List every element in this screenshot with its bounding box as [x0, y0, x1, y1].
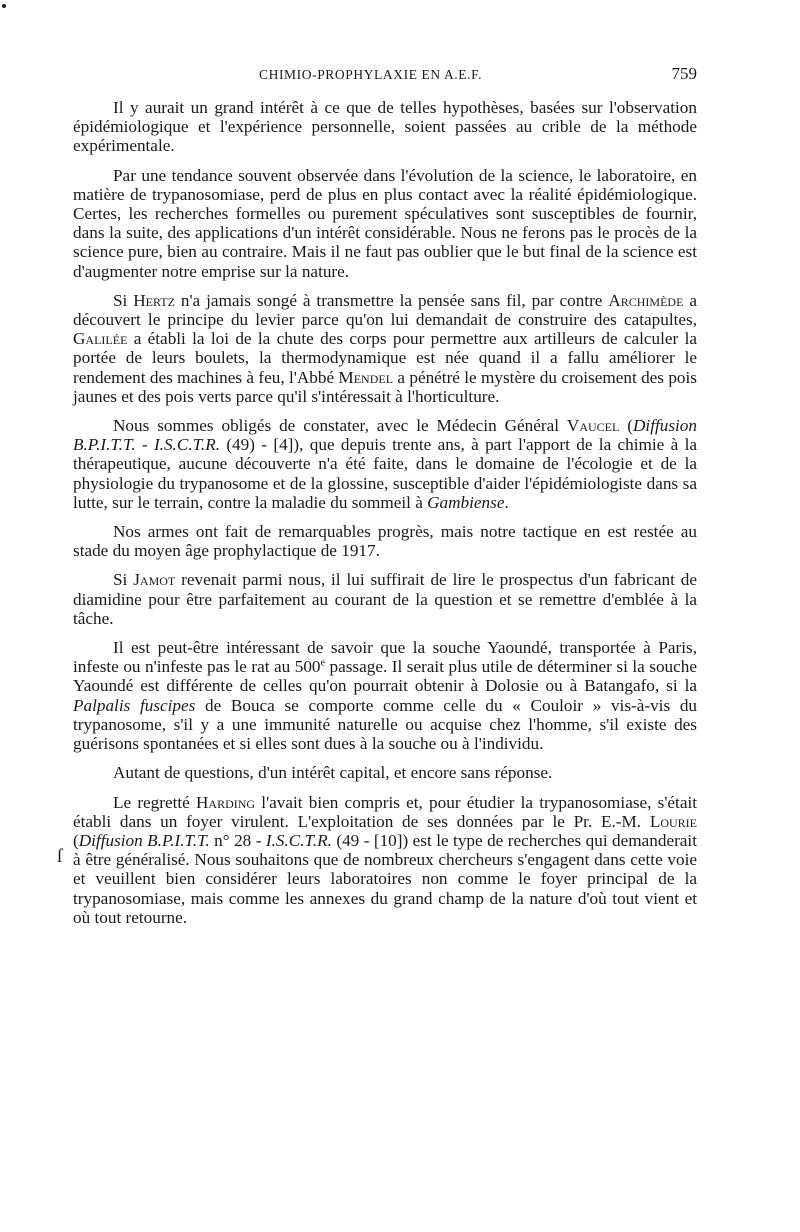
page-header [73, 64, 697, 84]
scan-speck [2, 4, 6, 8]
ordinal-superscript: e [320, 657, 325, 669]
margin-mark: ſ [57, 846, 63, 867]
paragraph-9: Le regretté Harding l'avait bien compris et, pour étudier la trypanosomiase, s'était établi dans un foyer virulent. L'exploitation de ses données par le Pr. E.-M. Lourie (Diffusion B.P.I.T.T. n° 28 - I.S.C.T.R. (49 - [10]) est le type de recherches qui demanderait à être généralisé. Nous souhaitons que de nombreux chercheurs s'engagent dans cette voie et veuillent bien considérer leurs laboratoires non comme le foyer principal de la trypanosomiase, mais comme les annexes du grand champ de la nature d'où tout vient et où tout retourne. [73, 792, 698, 927]
page-number: 759 [671, 64, 697, 83]
name-mendel: Mendel [338, 367, 394, 387]
name-jamot: Jamot [133, 570, 176, 590]
name-archimede: Archimède [608, 290, 684, 310]
running-title: CHIMIO-PROPHYLAXIE EN A.E.F. [259, 67, 483, 82]
paragraph-2: Par une tendance souvent observée dans l'évolution de la science, le laboratoire, en matière de trypanosomiase, perd de plus en plus contact avec la réalité épidémiologique. Certes, les recherches formelles ou purement spéculatives sont susceptibles de fournir, dans la suite, des applications d'un intérêt considérable. Nous ne ferons pas le procès de la science pure, bien au contraire. Mais il ne faut pas oublier que le but final de la science est d'augmenter notre emprise sur la nature. [73, 165, 697, 281]
name-lourie: Lourie [649, 811, 697, 831]
paragraph-5: Nos armes ont fait de remarquables progrès, mais notre tactique en est restée au stade du moyen âge prophylactique de 1917. [73, 522, 697, 561]
name-hertz: Hertz [133, 290, 175, 310]
body-text [73, 98, 697, 937]
name-vaucel: Vaucel [566, 416, 620, 436]
term-palpalis: Palpalis fuscipes [73, 695, 196, 715]
paragraph-4: Nous sommes obligés de constater, avec le Médecin Général Vaucel (Diffusion B.P.I.T.T. - I.S.C.T.R. (49) - [4]), que depuis trente ans, à part l'apport de la chimie à la thérapeutique, aucune découverte n'a été faite, dans le domaine de l'écologie et de la physiologie du trypanosome et de la glossine, susceptible d'aider l'épidémiologiste dans sa lutte, sur le terrain, contre la maladie du sommeil à Gambiense. [73, 416, 697, 512]
name-galilee: Galilée [73, 329, 128, 349]
paragraph-1: Il y aurait un grand intérêt à ce que de telles hypothèses, basées sur l'observation épidémiologique et l'expérience personnelle, soient passées au crible de la méthode expérimentale. [73, 98, 697, 156]
citation-diffusion-2: Diffusion B.P.I.T.T. [78, 830, 210, 850]
paragraph-6: Si Jamot revenait parmi nous, il lui suffirait de lire le prospectus d'un fabricant de diamidine pour être parfaitement au courant de la question et se remettre d'emblée à la tâche. [73, 570, 697, 628]
paragraph-3: Si Hertz n'a jamais songé à transmettre la pensée sans fil, par contre Archimède a découvert le principe du levier parce qu'on lui demandait de construire des catapultes, Galilée a établi la loi de la chute des corps pour permettre aux artilleurs de calculer la portée de leurs boulets, la thermodynamique est née quand il a fallu améliorer le rendement des machines à feu, l'Abbé Mendel a pénétré le mystère du croisement des pois jaunes et des pois verts parce qu'il s'intéressait à l'horticulture. [73, 290, 697, 406]
citation-isctr: I.S.C.T.R. [265, 830, 332, 850]
name-harding: Harding [196, 792, 256, 812]
term-gambiense: Gambiense [427, 492, 505, 512]
paragraph-8: Autant de questions, d'un intérêt capital, et encore sans réponse. [113, 763, 553, 783]
citation-diffusion: Diffusion B.P.I.T.T. - I.S.C.T.R. [73, 416, 697, 455]
paragraph-7: Il est peut-être intéressant de savoir que la souche Yaoundé, transportée à Paris, infeste ou n'infeste pas le rat au 500e passage. Il serait plus utile de déterminer si la souche Yaoundé est différente de celles qu'on pourrait obtenir à Dolosie ou à Batangafo, si la Palpalis fuscipes de Bouca se comporte comme celle du « Couloir » vis-à-vis du trypanosome, s'il y a une immunité naturelle ou acquise chez l'homme, s'il existe des guérisons spontanées et si elles sont dues à la souche ou à l'individu. [73, 638, 698, 754]
